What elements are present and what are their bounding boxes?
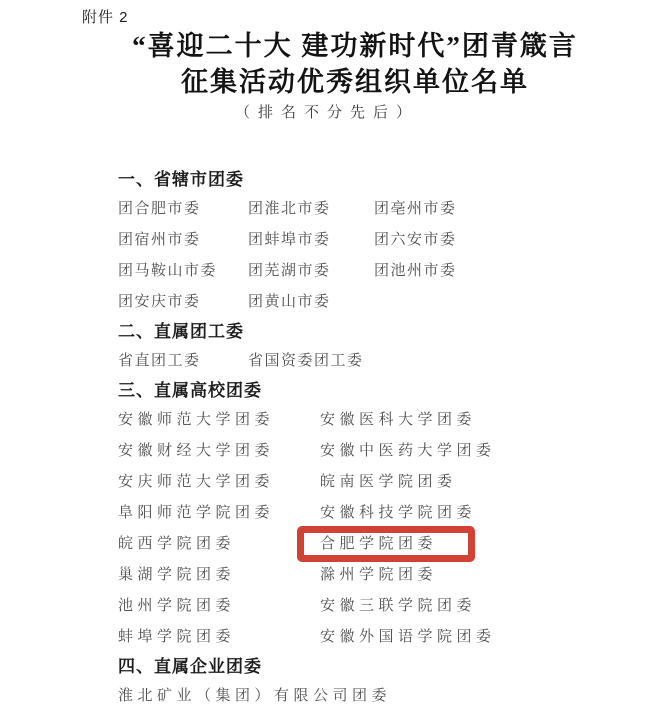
org-name: 阜阳师范学院团委 [118, 505, 275, 521]
org-name-highlighted [320, 529, 437, 560]
org-name: 安徽医科大学团委 [320, 412, 477, 428]
org-name: 合肥学院团委 [320, 536, 438, 552]
org-name: 安徽中医药大学团委 [320, 443, 496, 459]
table-row [0, 591, 654, 622]
title-line-1: “喜迎二十大 建功新时代”团青箴言 [132, 31, 578, 61]
org-name: 滁州学院团委 [320, 567, 438, 583]
attachment-label: 附件 2 [82, 9, 129, 26]
table-row [0, 560, 654, 591]
org-name: 安徽科技学院团委 [320, 505, 477, 521]
table-row [0, 346, 654, 377]
org-name: 团淮北市委 [248, 201, 331, 217]
org-name: 团亳州市委 [374, 201, 457, 217]
org-name: 安徽财经大学团委 [118, 443, 275, 459]
org-name: 团芜湖市委 [248, 263, 331, 279]
org-name: 皖南医学院团委 [320, 474, 457, 490]
org-name: 安徽三联学院团委 [320, 598, 477, 614]
org-name: 安徽外国语学院团委 [320, 629, 496, 645]
section-university-committees [0, 405, 654, 653]
section-heading-university-committees: 三、直属高校团委 [118, 381, 262, 400]
org-name: 蚌埠学院团委 [118, 629, 236, 645]
section-enterprise-committees [0, 681, 654, 712]
section-heading-enterprise-committees: 四、直属企业团委 [118, 657, 262, 676]
section-heading-city-committees: 一、省辖市团委 [118, 170, 244, 189]
table-row [0, 529, 654, 560]
table-row [0, 681, 654, 712]
table-row [0, 287, 654, 318]
table-row [0, 256, 654, 287]
table-row [0, 436, 654, 467]
org-name: 团蚌埠市委 [248, 232, 331, 248]
org-name: 团黄山市委 [248, 294, 331, 310]
org-name: 池州学院团委 [118, 598, 236, 614]
table-row [0, 498, 654, 529]
org-name: 安庆师范大学团委 [118, 474, 275, 490]
section-city-committees [0, 194, 654, 318]
table-row [0, 194, 654, 225]
section-direct-work-committees [0, 346, 654, 377]
table-row [0, 622, 654, 653]
subtitle-note: （排名不分先后） [234, 105, 419, 121]
org-name: 团安庆市委 [118, 294, 201, 310]
org-name: 团宿州市委 [118, 232, 201, 248]
table-row [0, 405, 654, 436]
org-name: 团合肥市委 [118, 201, 201, 217]
table-row [0, 225, 654, 256]
org-name: 团池州市委 [374, 263, 457, 279]
document-title [56, 28, 654, 100]
org-name: 皖西学院团委 [118, 536, 236, 552]
org-name: 淮北矿业（集团）有限公司团委 [118, 688, 392, 704]
org-name: 巢湖学院团委 [118, 567, 236, 583]
title-line-2: 征集活动优秀组织单位名单 [181, 67, 529, 97]
org-name: 安徽师范大学团委 [118, 412, 275, 428]
org-name: 省国资委团工委 [248, 353, 364, 369]
org-name: 团马鞍山市委 [118, 263, 218, 279]
document-body [0, 166, 654, 712]
section-heading-direct-work-committees: 二、直属团工委 [118, 322, 244, 341]
table-row [0, 467, 654, 498]
org-name: 团六安市委 [374, 232, 457, 248]
org-name: 省直团工委 [118, 353, 201, 369]
